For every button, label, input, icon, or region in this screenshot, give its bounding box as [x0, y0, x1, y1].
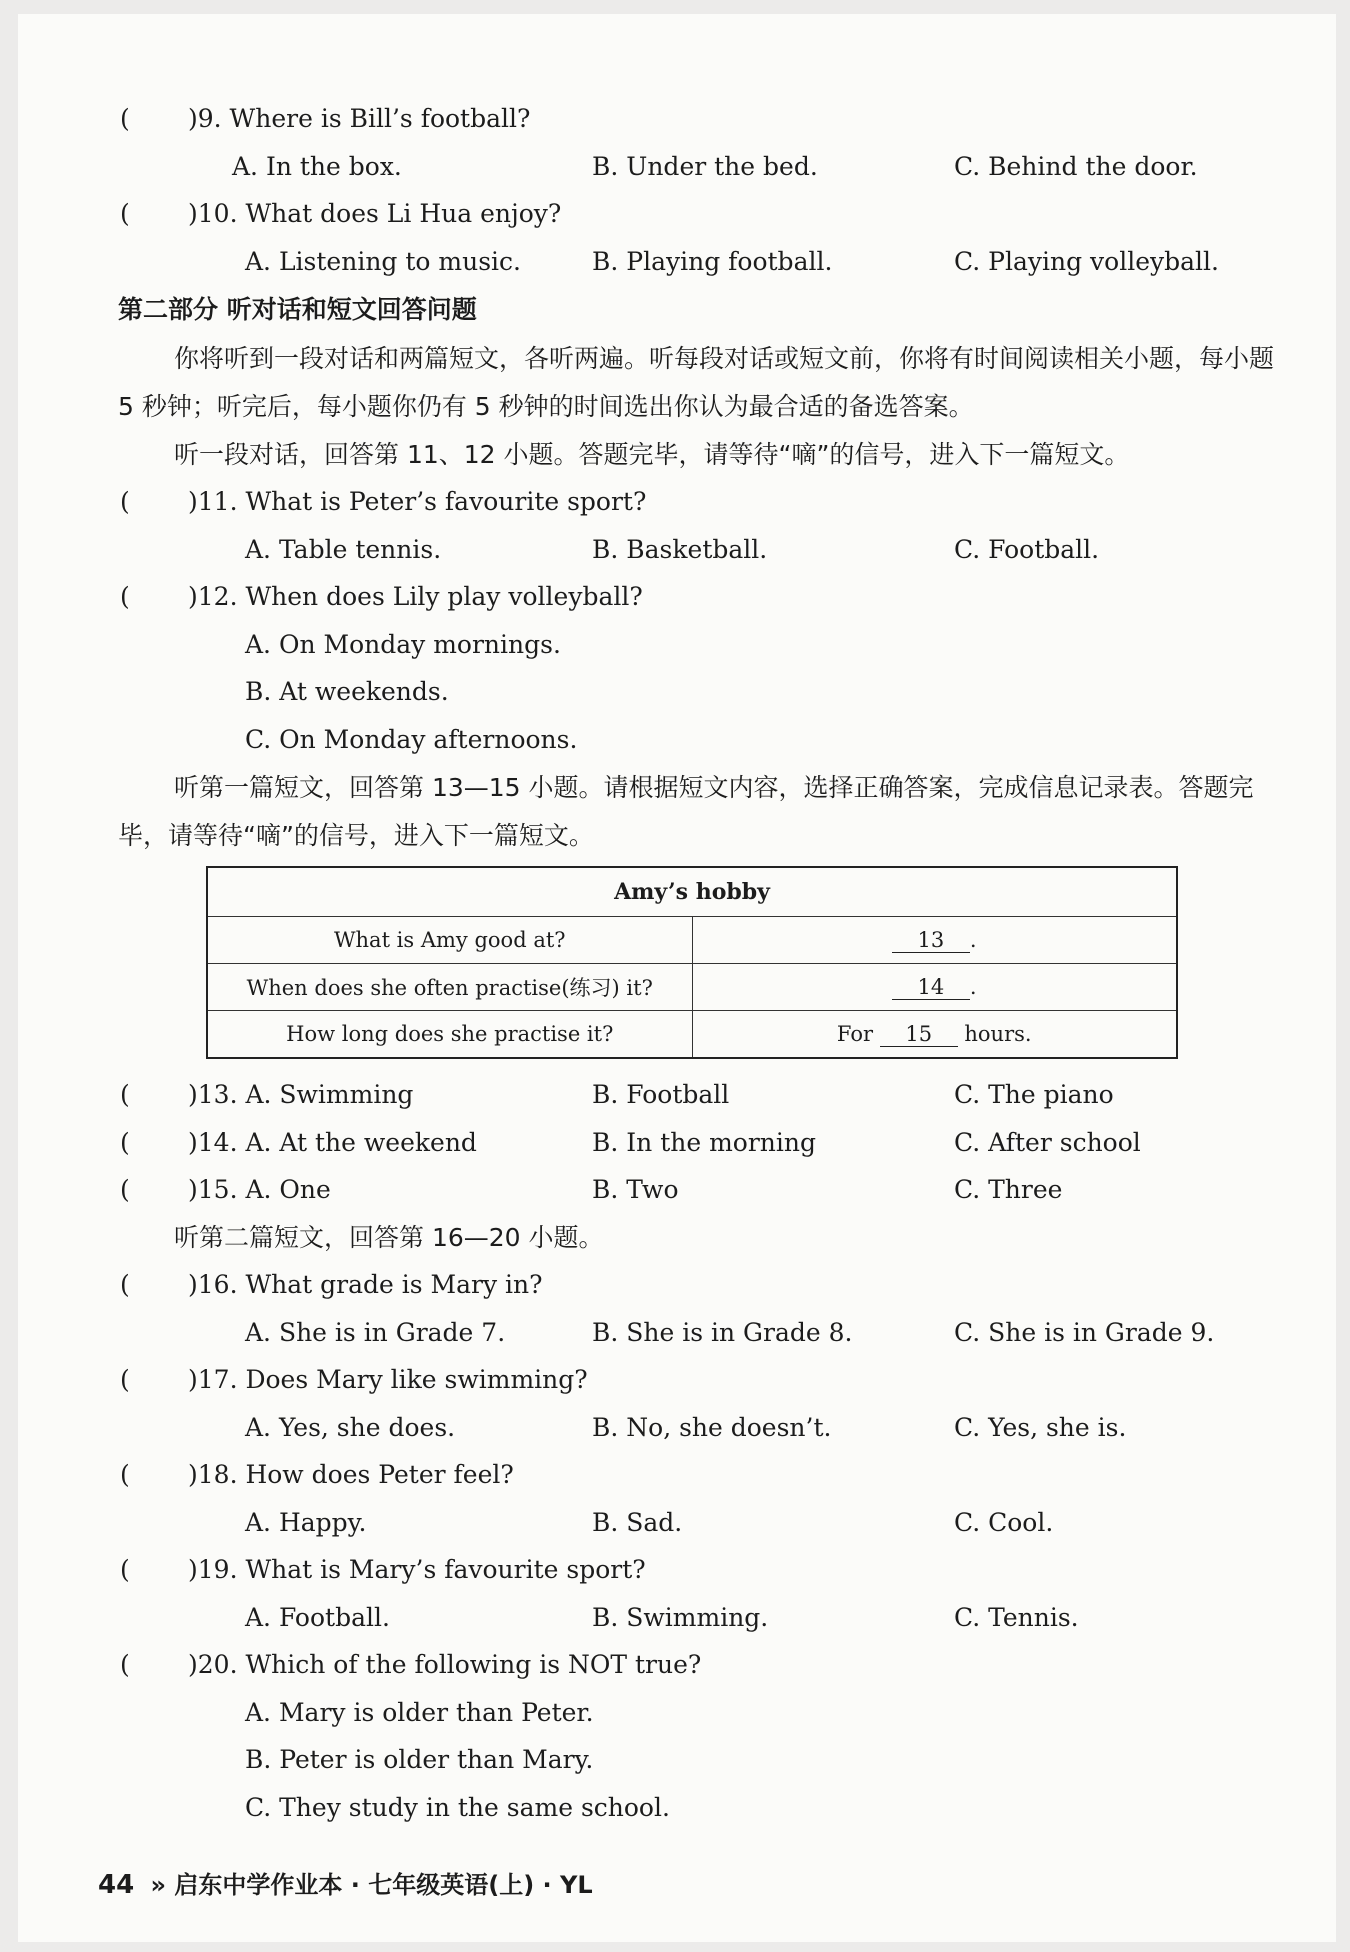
answer-paren[interactable]: (	[120, 1175, 130, 1204]
question-text: )10. What does Li Hua enjoy?	[188, 199, 562, 228]
option-b: B. Football	[592, 1080, 730, 1109]
option-b: B. She is in Grade 8.	[592, 1318, 853, 1347]
option-a: A. Listening to music.	[245, 247, 521, 276]
option-a: A. She is in Grade 7.	[245, 1318, 506, 1347]
option-b: B. Basketball.	[592, 535, 768, 564]
question-text: )19. What is Mary’s favourite sport?	[188, 1555, 646, 1584]
question-text: )18. How does Peter feel?	[188, 1460, 514, 1489]
option-c: C. After school	[954, 1128, 1141, 1157]
section-title: 第二部分 听对话和短文回答问题	[118, 295, 477, 324]
option-a: A. Mary is older than Peter.	[245, 1698, 594, 1727]
answer-paren[interactable]: (	[120, 1365, 130, 1394]
table-answer: For 15 hours.	[692, 1011, 1177, 1059]
answer-paren[interactable]: (	[120, 199, 130, 228]
passage1-instruction: 听第一篇短文，回答第 13—15 小题。请根据短文内容，选择正确答案，完成信息记录表。答题完毕，请等待“嘀”的信号，进入下一篇短文。	[118, 773, 1254, 850]
table-question: How long does she practise it?	[207, 1011, 692, 1059]
option-b: B. Sad.	[592, 1508, 683, 1537]
answer-blank[interactable]: 15	[880, 1022, 958, 1047]
table-question: When does she often practise(练习) it?	[207, 964, 692, 1011]
table-answer: 13 .	[692, 917, 1177, 964]
question-text: )17. Does Mary like swimming?	[188, 1365, 588, 1394]
option-c: C. Playing volleyball.	[954, 247, 1219, 276]
option-a: A. Happy.	[245, 1508, 367, 1537]
question-text: )14. A. At the weekend	[188, 1128, 477, 1157]
option-b: B. Under the bed.	[592, 152, 818, 181]
option-c: C. Tennis.	[954, 1603, 1079, 1632]
option-b: B. At weekends.	[245, 677, 449, 706]
answer-paren[interactable]: (	[120, 1555, 130, 1584]
option-a: A. Yes, she does.	[245, 1413, 456, 1442]
option-c: C. Football.	[954, 535, 1100, 564]
option-b: B. Two	[592, 1175, 679, 1204]
option-c: C. On Monday afternoons.	[245, 725, 578, 754]
part2-intro: 你将听到一段对话和两篇短文，各听两遍。听每段对话或短文前，你将有时间阅读相关小题，每小题 5 秒钟；听完后，每小题你仍有 5 秒钟的时间选出你认为最合适的备选答案。	[118, 344, 1275, 421]
question-text: )16. What grade is Mary in?	[188, 1270, 543, 1299]
book-title: 启东中学作业本 · 七年级英语(上) · YL	[174, 1871, 593, 1899]
page-number: 44	[98, 1870, 135, 1900]
question-text: )20. Which of the following is NOT true?	[188, 1650, 702, 1679]
page-footer	[98, 1865, 593, 1900]
answer-paren[interactable]: (	[120, 1270, 130, 1299]
table-answer: 14 .	[692, 964, 1177, 1011]
question-text: )13. A. Swimming	[188, 1080, 414, 1109]
table-question: What is Amy good at?	[207, 917, 692, 964]
answer-blank[interactable]: 13	[892, 928, 970, 953]
answer-paren[interactable]: (	[120, 1128, 130, 1157]
option-a: A. Table tennis.	[245, 535, 442, 564]
option-a: A. In the box.	[232, 152, 402, 181]
option-b: B. No, she doesn’t.	[592, 1413, 832, 1442]
question-text: )12. When does Lily play volleyball?	[188, 582, 643, 611]
option-b: B. Playing football.	[592, 247, 833, 276]
answer-paren[interactable]: (	[120, 1080, 130, 1109]
question-text: )15. A. One	[188, 1175, 331, 1204]
table-row	[207, 1011, 1177, 1059]
answer-paren[interactable]: (	[120, 1460, 130, 1489]
dialog-instruction: 听一段对话，回答第 11、12 小题。答题完毕，请等待“嘀”的信号，进入下一篇短文。	[174, 440, 1130, 469]
chevron-right-icon: »	[150, 1871, 167, 1899]
answer-blank[interactable]: 14	[892, 975, 970, 1000]
passage2-instruction: 听第二篇短文，回答第 16—20 小题。	[174, 1223, 604, 1252]
option-a: A. On Monday mornings.	[245, 630, 561, 659]
option-c: C. She is in Grade 9.	[954, 1318, 1215, 1347]
option-c: C. The piano	[954, 1080, 1114, 1109]
option-c: C. Behind the door.	[954, 152, 1198, 181]
option-a: A. Football.	[245, 1603, 390, 1632]
table-row	[207, 964, 1177, 1011]
table-row	[207, 917, 1177, 964]
table-title: Amy’s hobby	[207, 867, 1177, 917]
answer-paren[interactable]: (	[120, 1650, 130, 1679]
question-text: )9. Where is Bill’s football?	[188, 104, 531, 133]
option-c: C. They study in the same school.	[245, 1793, 670, 1822]
option-b: B. Swimming.	[592, 1603, 769, 1632]
question-text: )11. What is Peter’s favourite sport?	[188, 487, 647, 516]
option-b: B. Peter is older than Mary.	[245, 1745, 594, 1774]
answer-paren[interactable]: (	[120, 104, 130, 133]
answer-paren[interactable]: (	[120, 487, 130, 516]
option-c: C. Cool.	[954, 1508, 1054, 1537]
answer-paren[interactable]: (	[120, 582, 130, 611]
option-b: B. In the morning	[592, 1128, 816, 1157]
option-c: C. Three	[954, 1175, 1063, 1204]
option-c: C. Yes, she is.	[954, 1413, 1127, 1442]
hobby-table	[206, 866, 1178, 1059]
